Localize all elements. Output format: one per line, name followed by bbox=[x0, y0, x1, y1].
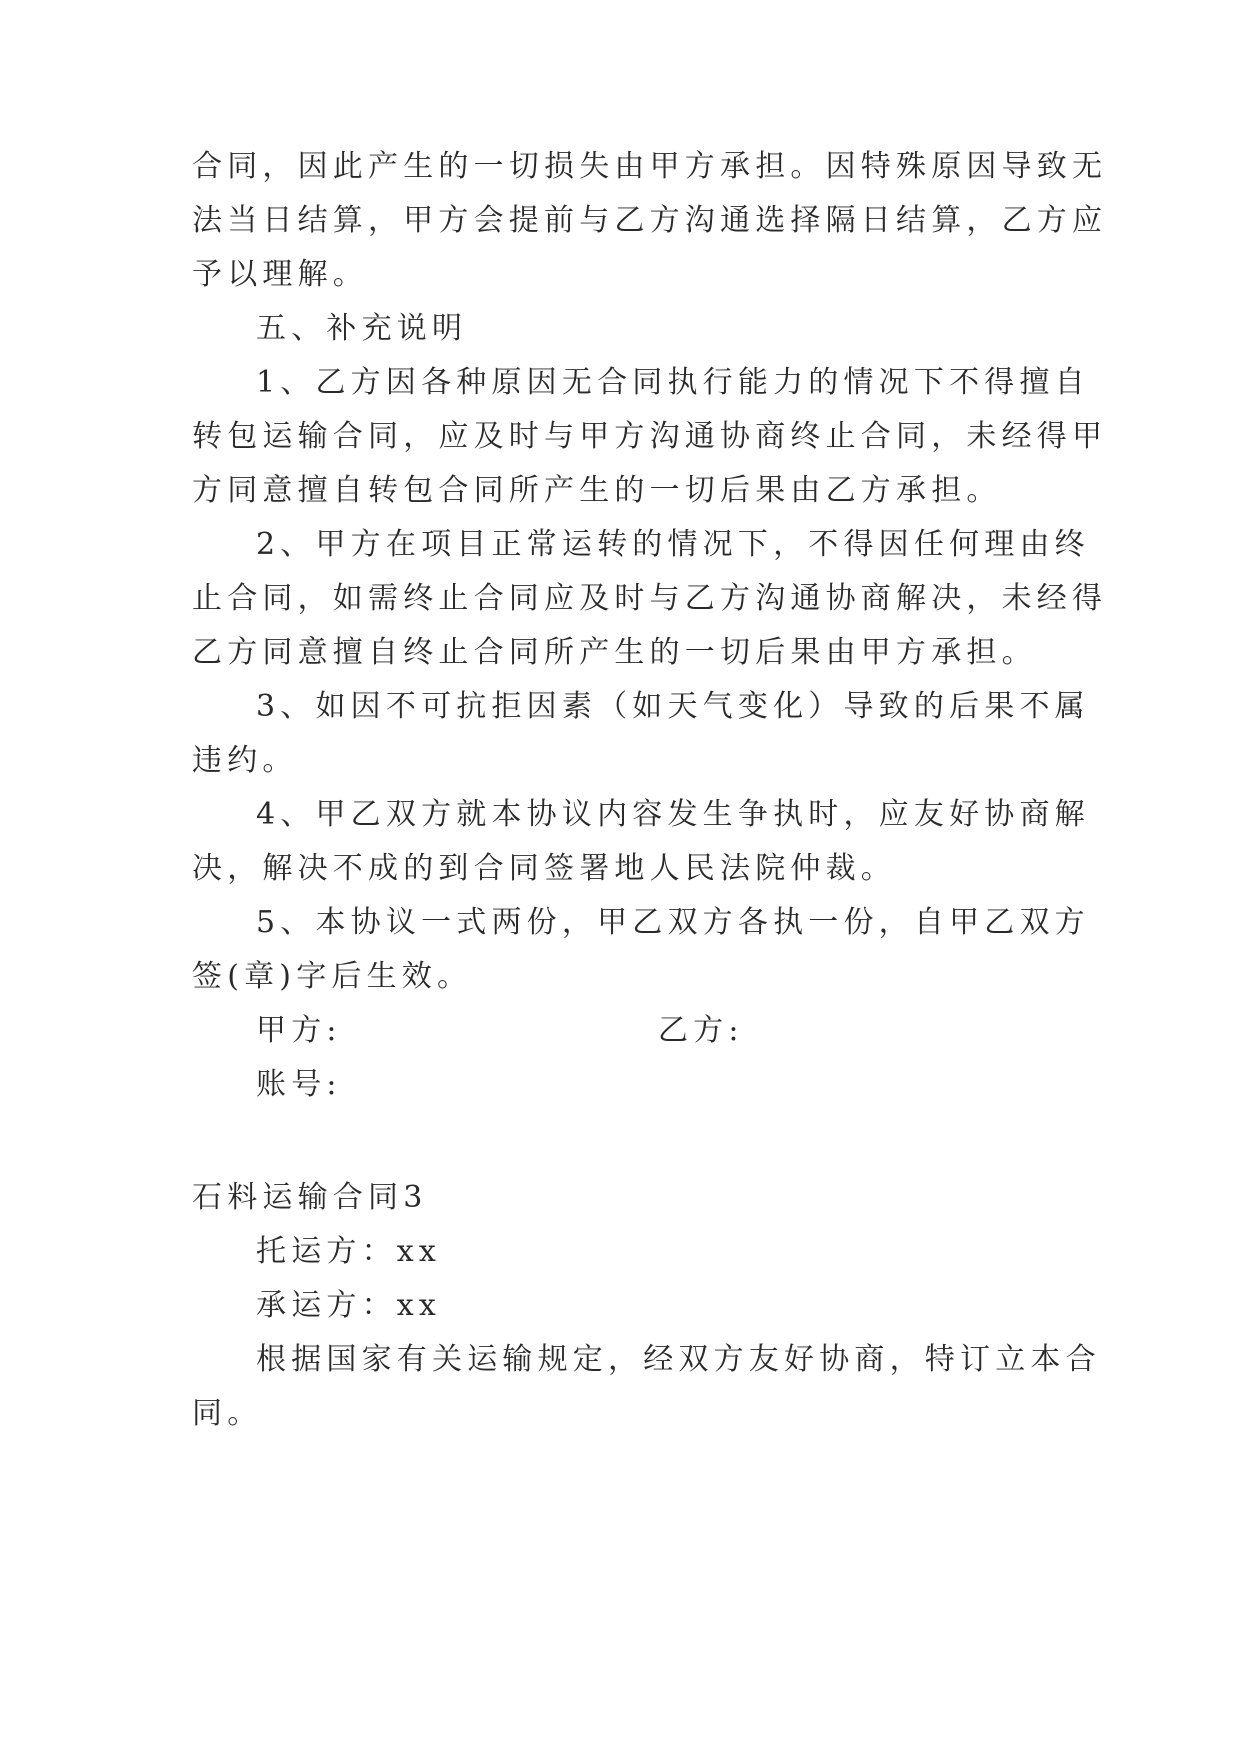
clause-2: 2、甲方在项目正常运转的情况下，不得因任何理由终 bbox=[256, 527, 1090, 562]
clause-3: 3、如因不可抗拒因素（如天气变化）导致的后果不属 bbox=[256, 689, 1090, 724]
shipper-line: 托运方：xx bbox=[256, 1234, 442, 1269]
preamble-line: 同。 bbox=[192, 1396, 263, 1431]
paragraph-line: 止合同，如需终止合同应及时与乙方沟通协商解决，未经得 bbox=[192, 581, 1108, 616]
signature-row bbox=[256, 1002, 744, 1060]
carrier-line: 承运方：xx bbox=[256, 1288, 442, 1323]
clause-5: 5、本协议一式两份，甲乙双方各执一份，自甲乙双方 bbox=[256, 905, 1090, 940]
paragraph-line: 违约。 bbox=[192, 743, 298, 778]
clause-1: 1、乙方因各种原因无合同执行能力的情况下不得擅自 bbox=[256, 365, 1090, 400]
party-b-label: 乙方: bbox=[658, 1013, 744, 1048]
party-a-label: 甲方: bbox=[256, 1013, 342, 1048]
paragraph-line: 签(章)字后生效。 bbox=[192, 959, 473, 994]
section-heading: 五、补充说明 bbox=[256, 311, 468, 346]
paragraph-line: 方同意擅自转包合同所产生的一切后果由乙方承担。 bbox=[192, 473, 1002, 508]
paragraph-line: 转包运输合同，应及时与甲方沟通协商终止合同，未经得甲 bbox=[192, 419, 1108, 454]
paragraph-line: 合同，因此产生的一切损失由甲方承担。因特殊原因导致无 bbox=[192, 149, 1108, 184]
clause-4: 4、甲乙双方就本协议内容发生争执时，应友好协商解 bbox=[256, 797, 1090, 832]
preamble-line: 根据国家有关运输规定，经双方友好协商，特订立本合 bbox=[256, 1342, 1101, 1377]
paragraph-line: 予以理解。 bbox=[192, 257, 368, 292]
paragraph-line: 决，解决不成的到合同签署地人民法院仲裁。 bbox=[192, 851, 896, 886]
paragraph-line: 法当日结算，甲方会提前与乙方沟通选择隔日结算，乙方应 bbox=[192, 203, 1108, 238]
paragraph-line: 乙方同意擅自终止合同所产生的一切后果由甲方承担。 bbox=[192, 635, 1037, 670]
contract-3-title: 石料运输合同3 bbox=[192, 1180, 428, 1215]
account-label: 账号: bbox=[256, 1067, 342, 1102]
